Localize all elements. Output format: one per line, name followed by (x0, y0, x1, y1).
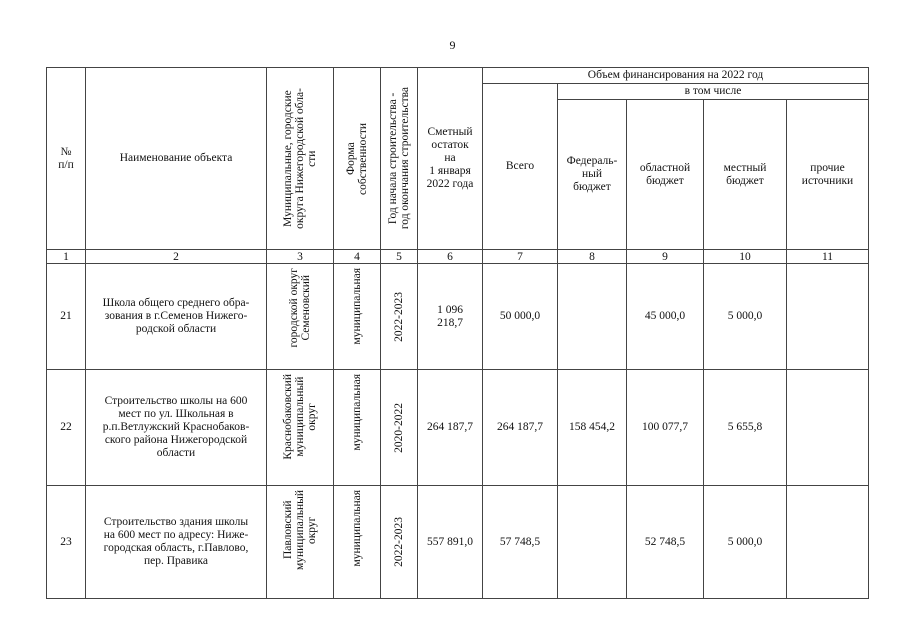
column-number: 1 (47, 250, 86, 264)
column-number: 9 (627, 250, 704, 264)
table-row (47, 264, 869, 370)
total-cell: 57 748,5 (483, 486, 558, 599)
years-cell: 2022-2023 (381, 486, 418, 599)
federal-cell (558, 486, 627, 599)
header-years: Год начала строительства - год окончания строительства (381, 68, 418, 250)
row-num: 21 (47, 264, 86, 370)
header-regional: областной бюджет (627, 100, 704, 250)
object-name: Строительство школы на 600 мест по ул. Школьная в р.п.Ветлужский Краснобаков- ского района Нижегородской области (86, 370, 267, 486)
column-number: 7 (483, 250, 558, 264)
header-municipality: Муниципальные, городские округа Нижегородской обла- сти (267, 68, 334, 250)
object-name: Строительство здания школы на 600 мест по адресу: Ниже- городская область, г.Павлово, пер. Правика (86, 486, 267, 599)
ownership-cell: муниципальная (334, 264, 381, 370)
local-cell: 5 655,8 (704, 370, 787, 486)
local-cell: 5 000,0 (704, 264, 787, 370)
regional-cell: 52 748,5 (627, 486, 704, 599)
header-total: Всего (483, 84, 558, 250)
column-number: 3 (267, 250, 334, 264)
ownership-cell: муниципальная (334, 486, 381, 599)
column-number: 2 (86, 250, 267, 264)
table-row (47, 486, 869, 599)
municipality-cell: Краснобаковский муниципальный округ (267, 370, 334, 486)
total-cell: 264 187,7 (483, 370, 558, 486)
header-name: Наименование объекта (86, 68, 267, 250)
estimate-cell: 264 187,7 (418, 370, 483, 486)
header-including: в том числе (558, 84, 869, 100)
column-number: 10 (704, 250, 787, 264)
column-number: 4 (334, 250, 381, 264)
header-num: № п/п (47, 68, 86, 250)
column-number: 8 (558, 250, 627, 264)
ownership-cell: муниципальная (334, 370, 381, 486)
local-cell: 5 000,0 (704, 486, 787, 599)
column-number: 5 (381, 250, 418, 264)
header-estimate: Сметный остаток на 1 января 2022 года (418, 68, 483, 250)
header-other: прочие источники (787, 100, 869, 250)
row-num: 23 (47, 486, 86, 599)
column-number: 6 (418, 250, 483, 264)
other-cell (787, 486, 869, 599)
other-cell (787, 370, 869, 486)
municipality-cell: городской округ Семеновский (267, 264, 334, 370)
federal-cell: 158 454,2 (558, 370, 627, 486)
federal-cell (558, 264, 627, 370)
estimate-cell: 1 096 218,7 (418, 264, 483, 370)
row-num: 22 (47, 370, 86, 486)
column-number-row (47, 250, 869, 264)
header-federal: Федераль- ный бюджет (558, 100, 627, 250)
column-number: 11 (787, 250, 869, 264)
header-local: местный бюджет (704, 100, 787, 250)
regional-cell: 100 077,7 (627, 370, 704, 486)
financing-table (46, 67, 869, 599)
regional-cell: 45 000,0 (627, 264, 704, 370)
header-ownership: Форма собственности (334, 68, 381, 250)
years-cell: 2022-2023 (381, 264, 418, 370)
estimate-cell: 557 891,0 (418, 486, 483, 599)
header-financing: Объем финансирования на 2022 год (483, 68, 869, 84)
total-cell: 50 000,0 (483, 264, 558, 370)
object-name: Школа общего среднего обра- зования в г.Семенов Нижего- родской области (86, 264, 267, 370)
page-number: 9 (449, 38, 456, 52)
years-cell: 2020-2022 (381, 370, 418, 486)
other-cell (787, 264, 869, 370)
municipality-cell: Павловский муниципальный округ (267, 486, 334, 599)
table-row (47, 370, 869, 486)
